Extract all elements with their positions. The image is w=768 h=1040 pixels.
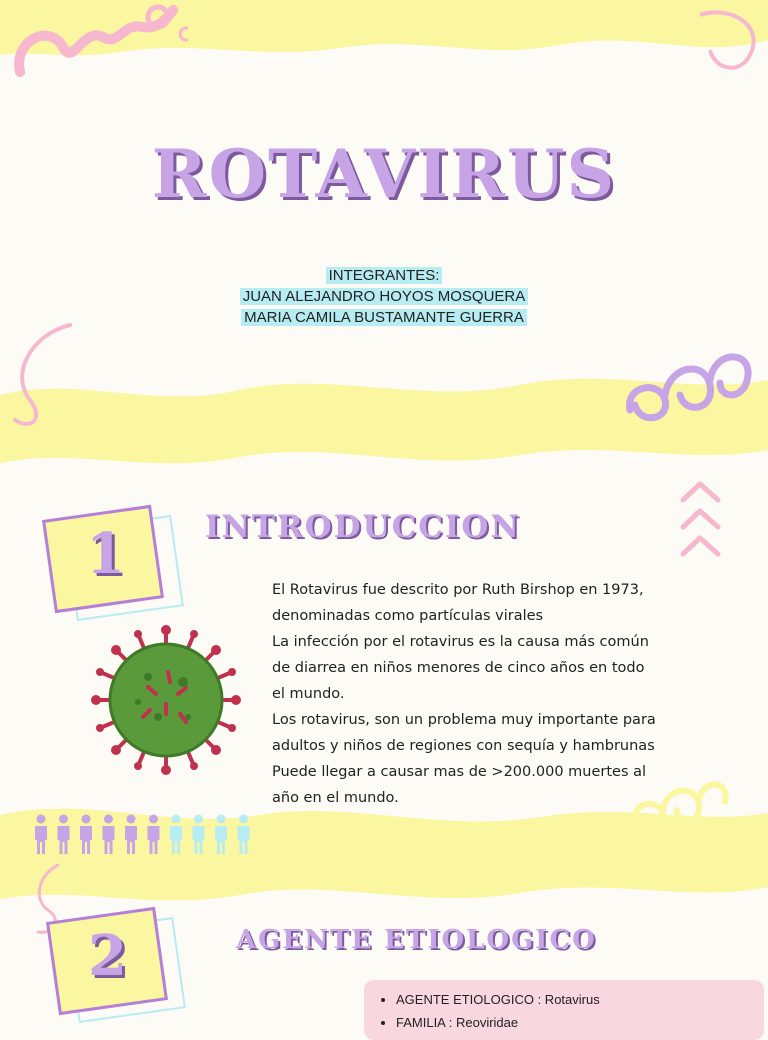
intro-line: el mundo.: [272, 686, 345, 702]
people-figures-icon: [33, 814, 263, 856]
intro-line: Los rotavirus, son un problema muy importante para: [272, 712, 656, 728]
intro-line: de diarrea en niños menores de cinco años en todo: [272, 660, 645, 676]
intro-line: denominadas como partículas virales: [272, 608, 544, 624]
lavender-spiral-decoration-right: [620, 335, 760, 435]
bullet-item-agent: • AGENTE ETIOLOGICO : Rotavirus: [396, 988, 764, 1011]
pink-arc-decoration-top-right: [690, 0, 768, 85]
intro-line: La infección por el rotavirus es la causa más común: [272, 634, 649, 650]
virus-illustration: [88, 622, 244, 778]
introduction-text: [272, 577, 722, 811]
pink-loop-decoration-left: [0, 315, 80, 435]
members-heading: INTEGRANTES:: [326, 267, 443, 284]
section-1-number: 1: [86, 521, 125, 587]
intro-line: adultos y niños de regiones con sequía y hambrunas: [272, 738, 655, 754]
squiggle-decoration-top-left: [8, 2, 188, 87]
agent-info-box: [364, 980, 764, 1040]
intro-line: El Rotavirus fue descrito por Ruth Birshop en 1973,: [272, 582, 644, 598]
section-1-title: INTRODUCCION: [205, 509, 521, 545]
section-2-number: 2: [88, 923, 127, 989]
page-title: ROTAVIRUS: [151, 135, 617, 213]
section-2-title: AGENTE ETIOLOGICO: [236, 925, 597, 955]
chevron-arrows-decoration: [678, 472, 723, 577]
bullet-item-family: • FAMILIA : Reoviridae: [396, 1011, 764, 1034]
member-name-2: MARIA CAMILA BUSTAMANTE GUERRA: [241, 309, 527, 326]
member-name-1: JUAN ALEJANDRO HOYOS MOSQUERA: [240, 288, 529, 305]
intro-line: año en el mundo.: [272, 790, 399, 806]
intro-line: Puede llegar a causar mas de >200.000 muertes al: [272, 764, 647, 780]
members-block: [0, 265, 768, 328]
